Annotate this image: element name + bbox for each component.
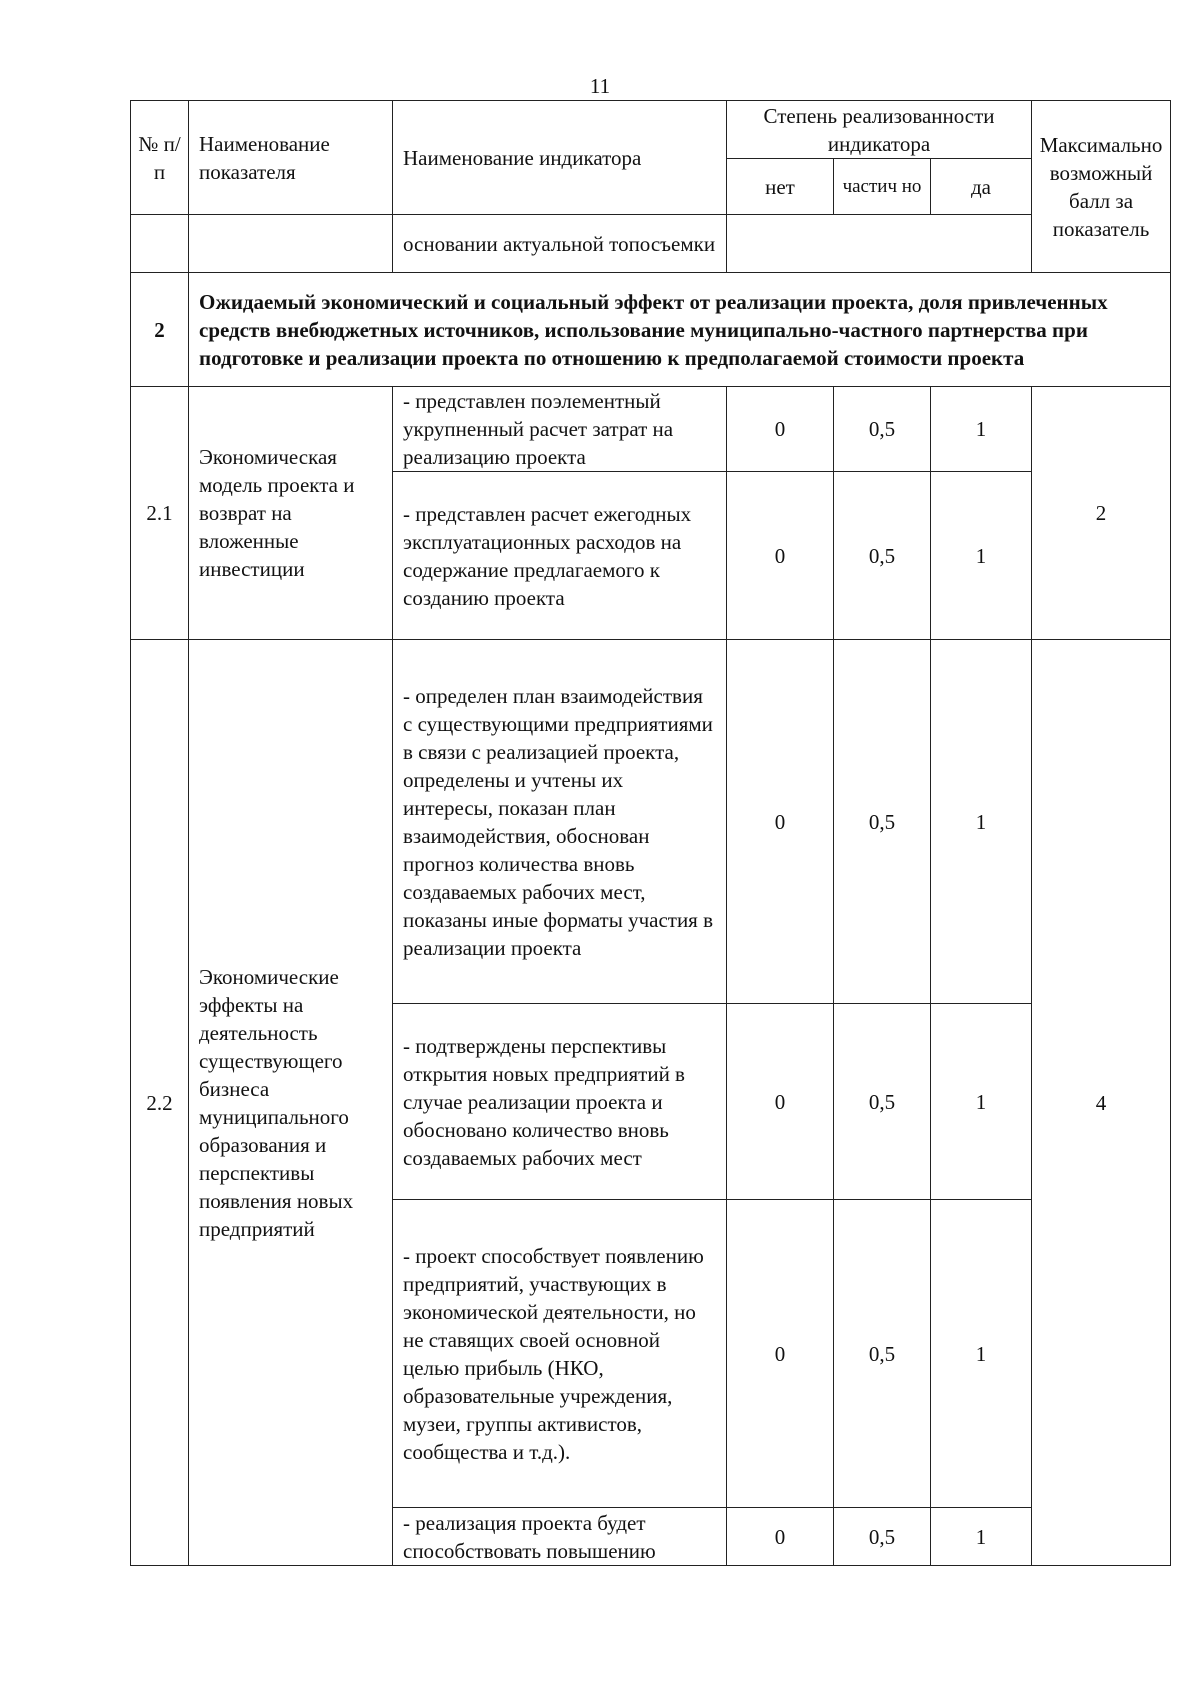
score-no: 0 [727, 1200, 834, 1508]
row-name: Экономические эффекты на деятельность существующего бизнеса муниципального образования и перспективы появления новых предприятий [189, 640, 393, 1566]
carry-num [131, 215, 189, 273]
row-max: 4 [1032, 640, 1171, 1566]
header-indicator-name: Наименование показателя [189, 101, 393, 215]
score-yes: 1 [931, 1508, 1032, 1566]
carry-indicator: основании актуальной топосъемки [393, 215, 727, 273]
header-sub-indicator-name: Наименование индикатора [393, 101, 727, 215]
score-partial: 0,5 [834, 640, 931, 1004]
score-no: 0 [727, 1004, 834, 1200]
section-title: Ожидаемый экономический и социальный эффект от реализации проекта, доля привлеченных средств внебюджетных источников, использование муниципально-частного партнерства при подготовке и реализации проекта по отношению к предполагаемой стоимости проекта [189, 273, 1171, 387]
score-no: 0 [727, 1508, 834, 1566]
score-partial: 0,5 [834, 1508, 931, 1566]
score-partial: 0,5 [834, 1200, 931, 1508]
header-max: Максимально возможный балл за показатель [1032, 101, 1171, 273]
header-degree: Степень реализованности индикатора [727, 101, 1032, 159]
score-yes: 1 [931, 1004, 1032, 1200]
indicator-text: - реализация проекта будет способствовать повышению [393, 1508, 727, 1566]
header-partial: частич но [834, 159, 931, 215]
header-num: № п/п [131, 101, 189, 215]
score-yes: 1 [931, 387, 1032, 472]
indicator-text: - определен план взаимодействия с существующими предприятиями в связи с реализацией проекта, определены и учтены их интересы, показан план взаимодействия, обоснован прогноз количества вновь создаваемых рабочих мест, показаны иные форматы участия в реализации проекта [393, 640, 727, 1004]
header-no: нет [727, 159, 834, 215]
score-no: 0 [727, 640, 834, 1004]
score-partial: 0,5 [834, 387, 931, 472]
header-yes: да [931, 159, 1032, 215]
score-partial: 0,5 [834, 1004, 931, 1200]
carry-row [131, 215, 1171, 273]
section-row [131, 273, 1171, 387]
row-max: 2 [1032, 387, 1171, 640]
score-yes: 1 [931, 1200, 1032, 1508]
score-no: 0 [727, 387, 834, 472]
table-row [131, 640, 1171, 1004]
score-yes: 1 [931, 472, 1032, 640]
indicator-text: - проект способствует появлению предприятий, участвующих в экономической деятельности, но не ставящих своей основной целью прибыль (НКО, образовательные учреждения, музеи, группы активистов, сообщества и т.д.). [393, 1200, 727, 1508]
indicator-text: - представлен расчет ежегодных эксплуатационных расходов на содержание предлагаемого к созданию проекта [393, 472, 727, 640]
carry-name [189, 215, 393, 273]
score-yes: 1 [931, 640, 1032, 1004]
score-partial: 0,5 [834, 472, 931, 640]
score-no: 0 [727, 472, 834, 640]
section-num: 2 [131, 273, 189, 387]
indicator-text: - представлен поэлементный укрупненный расчет затрат на реализацию проекта [393, 387, 727, 472]
row-num: 2.2 [131, 640, 189, 1566]
table-row [131, 387, 1171, 472]
indicator-text: - подтверждены перспективы открытия новых предприятий в случае реализации проекта и обосновано количество вновь создаваемых рабочих мест [393, 1004, 727, 1200]
criteria-table [130, 100, 1171, 1566]
page-number: 11 [589, 74, 611, 98]
carry-scores [727, 215, 1032, 273]
row-name: Экономическая модель проекта и возврат на вложенные инвестиции [189, 387, 393, 640]
header-row [131, 101, 1171, 159]
row-num: 2.1 [131, 387, 189, 640]
